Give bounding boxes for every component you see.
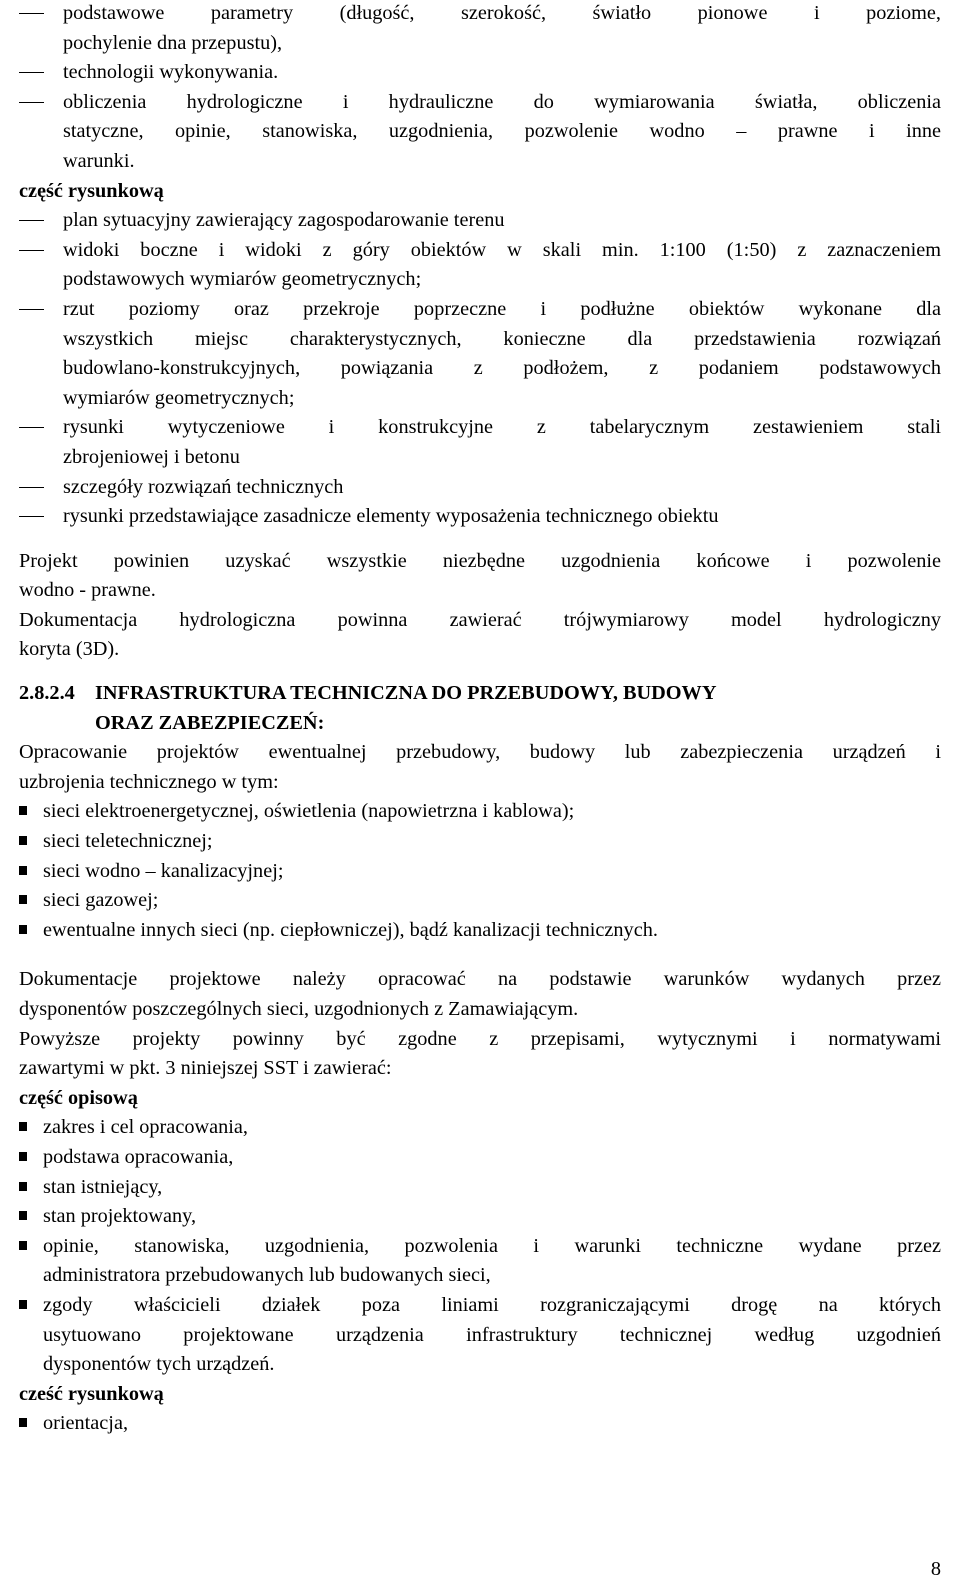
square-bullet-icon bbox=[19, 1122, 27, 1131]
dash-bullet-icon bbox=[19, 516, 44, 517]
list-item bbox=[19, 1232, 941, 1291]
section-heading-drawings-2: cześć rysunkową bbox=[19, 1382, 164, 1405]
section-heading-description: część opisową bbox=[19, 1086, 138, 1109]
list-item bbox=[19, 916, 941, 946]
description-square-list bbox=[19, 1113, 941, 1379]
list-item-line: podstawowe parametry (długość, szerokość, światło pionowe i poziome, bbox=[63, 2, 941, 24]
square-bullet-icon bbox=[19, 1241, 27, 1250]
paragraph-line: Dokumentacja hydrologiczna powinna zawierać trójwymiarowy model hydrologiczny bbox=[19, 608, 941, 631]
list-item bbox=[19, 797, 941, 827]
list-item bbox=[19, 1143, 941, 1173]
list-item bbox=[19, 502, 941, 532]
square-bullet-icon bbox=[19, 1152, 27, 1161]
list-item-line: podstawa opracowania, bbox=[43, 1145, 234, 1168]
paragraph-hydrology bbox=[19, 606, 941, 665]
intro-dash-list bbox=[19, 0, 941, 177]
paragraph-scope bbox=[19, 738, 941, 797]
square-bullet-icon bbox=[19, 866, 27, 875]
list-item-line: zakres i cel opracowania, bbox=[43, 1116, 248, 1139]
section-heading-infrastructure bbox=[19, 679, 941, 738]
square-bullet-icon bbox=[19, 1418, 27, 1427]
list-item-line: technologii wykonywania. bbox=[63, 61, 279, 84]
square-bullet-icon bbox=[19, 895, 27, 904]
list-item-line: rzut poziomy oraz przekroje poprzeczne i podłużne obiektów wykonane dla bbox=[63, 297, 941, 320]
list-item bbox=[19, 58, 941, 88]
list-item-line: wymiarów geometrycznych; bbox=[63, 386, 295, 409]
heading-title-continuation: ORAZ ZABEZPIECZEŃ: bbox=[95, 711, 325, 734]
list-item-line: zgody właścicieli działek poza liniami rozgraniczającymi drogę na których bbox=[43, 1293, 941, 1316]
list-item-line: opinie, stanowiska, uzgodnienia, pozwolenia i warunki techniczne wydane przez bbox=[43, 1234, 941, 1257]
paragraph-line: Projekt powinien uzyskać wszystkie niezbędne uzgodnienia końcowe i pozwolenie bbox=[19, 549, 941, 572]
paragraph-line: Opracowanie projektów ewentualnej przebudowy, budowy lub zabezpieczenia urządzeń i bbox=[19, 741, 941, 764]
list-item bbox=[19, 473, 941, 503]
spacer bbox=[19, 945, 941, 965]
paragraph-compliance bbox=[19, 1025, 941, 1084]
paragraph-line: dysponentów poszczególnych sieci, uzgodnionych z Zamawiającym. bbox=[19, 998, 579, 1020]
list-item bbox=[19, 236, 941, 295]
list-item bbox=[19, 1202, 941, 1232]
dash-bullet-icon bbox=[19, 72, 44, 73]
list-item-line: stan istniejący, bbox=[43, 1175, 163, 1198]
list-item-line: rysunki wytyczeniowe i konstrukcyjne z tabelarycznym zestawieniem stali bbox=[63, 416, 941, 439]
paragraph-line: Dokumentacje projektowe należy opracować na podstawie warunków wydanych przez bbox=[19, 968, 941, 991]
list-item-line: podstawowych wymiarów geometrycznych; bbox=[63, 268, 422, 291]
square-bullet-icon bbox=[19, 1182, 27, 1191]
list-item-line: rysunki przedstawiające zasadnicze elementy wyposażenia technicznego obiektu bbox=[63, 505, 719, 528]
list-item bbox=[19, 1173, 941, 1203]
dash-bullet-icon bbox=[19, 13, 44, 14]
dash-bullet-icon bbox=[19, 250, 44, 251]
paragraph-line: wodno - prawne. bbox=[19, 579, 156, 602]
list-item-line: obliczenia hydrologiczne i hydrauliczne do wymiarowania światła, obliczenia bbox=[63, 90, 941, 113]
list-item-text: sieci elektroenergetycznej, oświetlenia (napowietrzna i kablowa); bbox=[43, 800, 575, 823]
drawings-dash-list bbox=[19, 206, 941, 532]
list-item-line: zbrojeniowej i betonu bbox=[63, 445, 240, 468]
list-item bbox=[19, 1291, 941, 1380]
drawings-square-list bbox=[19, 1409, 941, 1439]
square-bullet-icon bbox=[19, 925, 27, 934]
dash-bullet-icon bbox=[19, 102, 44, 103]
list-item-text: sieci wodno – kanalizacyjnej; bbox=[43, 859, 284, 882]
list-item-line: pochylenie dna przepustu), bbox=[63, 31, 283, 54]
list-item bbox=[19, 827, 941, 857]
list-item bbox=[19, 206, 941, 236]
list-item bbox=[19, 886, 941, 916]
list-item bbox=[19, 0, 941, 58]
list-item-line: budowlano-konstrukcyjnych, powiązania z podłożem, z podaniem podstawowych bbox=[63, 357, 941, 380]
square-bullet-icon bbox=[19, 1211, 27, 1220]
heading-title: INFRASTRUKTURA TECHNICZNA DO PRZEBUDOWY, BUDOWY bbox=[95, 682, 717, 705]
list-item bbox=[19, 88, 941, 177]
page-content bbox=[19, 0, 941, 1439]
list-item bbox=[19, 1113, 941, 1143]
list-item-line: widoki boczne i widoki z góry obiektów w skali min. 1:100 (1:50) z zaznaczeniem bbox=[63, 238, 941, 261]
list-item bbox=[19, 413, 941, 472]
square-bullet-icon bbox=[19, 806, 27, 815]
paragraph-line: uzbrojenia technicznego w tym: bbox=[19, 770, 279, 793]
dash-bullet-icon bbox=[19, 487, 44, 488]
paragraph-approvals bbox=[19, 547, 941, 606]
list-item-line: wszystkich miejsc charakterystycznych, konieczne dla przedstawienia rozwiązań bbox=[63, 327, 941, 350]
square-bullet-icon bbox=[19, 1300, 27, 1309]
list-item-line: stan projektowany, bbox=[43, 1205, 197, 1228]
list-item-line: plan sytuacyjny zawierający zagospodarowanie terenu bbox=[63, 209, 505, 232]
paragraph-line: koryta (3D). bbox=[19, 638, 120, 661]
paragraph-line: zawartymi w pkt. 3 niniejszej SST i zawierać: bbox=[19, 1057, 392, 1080]
list-item-line: warunki. bbox=[63, 149, 135, 172]
list-item-line: administratora przebudowanych lub budowanych sieci, bbox=[43, 1264, 491, 1287]
list-item bbox=[19, 295, 941, 413]
page-number: 8 bbox=[930, 1558, 941, 1580]
list-item-text: sieci gazowej; bbox=[43, 889, 159, 912]
list-item bbox=[19, 1409, 941, 1439]
list-item-line: szczegóły rozwiązań technicznych bbox=[63, 475, 344, 498]
list-item-line: orientacja, bbox=[43, 1412, 129, 1435]
list-item-line: usytuowano projektowane urządzenia infrastruktury technicznej według uzgodnień bbox=[43, 1323, 941, 1346]
dash-bullet-icon bbox=[19, 309, 44, 310]
list-item bbox=[19, 857, 941, 887]
list-item-line: dysponentów tych urządzeń. bbox=[43, 1353, 275, 1376]
square-bullet-icon bbox=[19, 836, 27, 845]
paragraph-documentation bbox=[19, 965, 941, 1024]
dash-bullet-icon bbox=[19, 427, 44, 428]
networks-square-list bbox=[19, 797, 941, 945]
list-item-text: sieci teletechnicznej; bbox=[43, 830, 213, 853]
spacer bbox=[19, 532, 941, 547]
heading-line bbox=[19, 679, 941, 709]
paragraph-line: Powyższe projekty powinny być zgodne z przepisami, wytycznymi i normatywami bbox=[19, 1027, 941, 1050]
dash-bullet-icon bbox=[19, 220, 44, 221]
list-item-line: statyczne, opinie, stanowiska, uzgodnienia, pozwolenie wodno – prawne i inne bbox=[63, 120, 941, 143]
list-item-text: ewentualne innych sieci (np. ciepłowniczej), bądź kanalizacji technicznych. bbox=[43, 918, 658, 941]
heading-number: 2.8.2.4 bbox=[19, 682, 75, 705]
section-heading-drawings: część rysunkową bbox=[19, 179, 164, 202]
